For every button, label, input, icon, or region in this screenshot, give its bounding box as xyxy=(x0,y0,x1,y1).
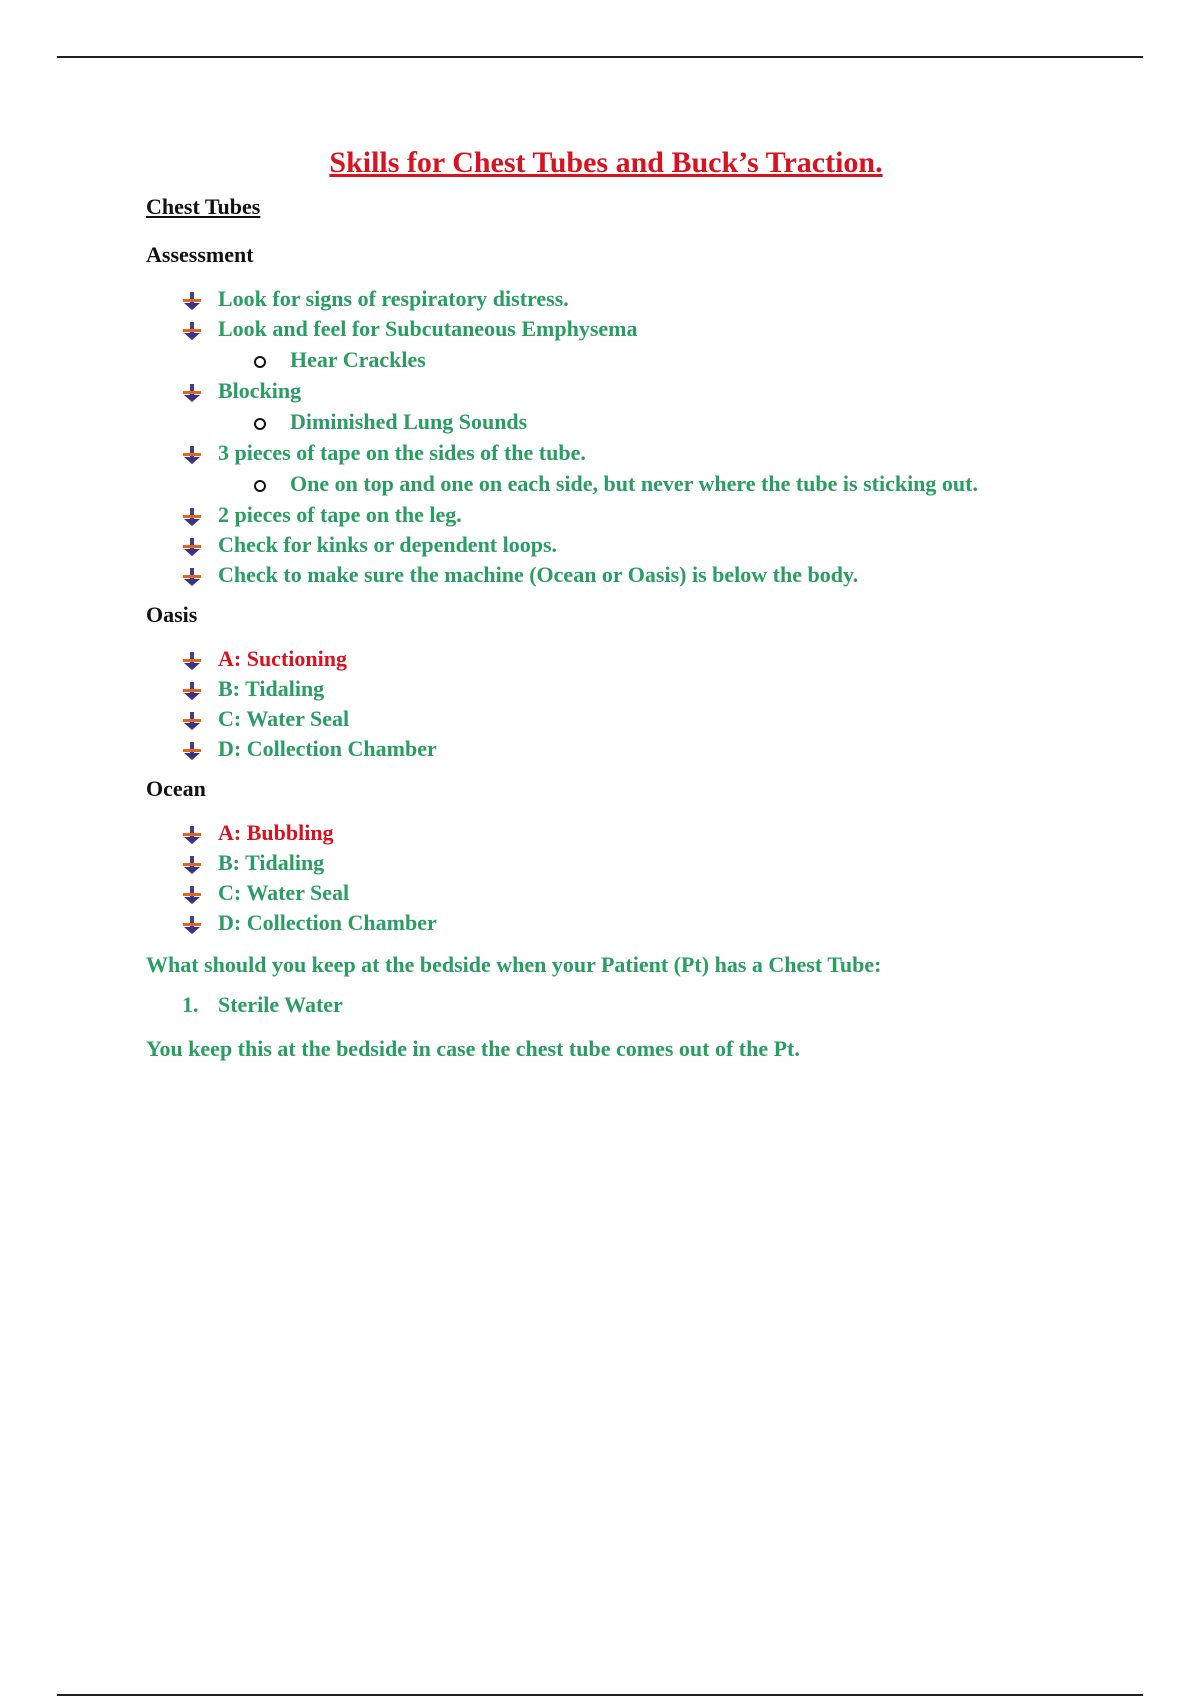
arrow-down-bullet-icon xyxy=(182,886,202,904)
hollow-circle-icon xyxy=(254,356,266,368)
bedside-question: What should you keep at the bedside when your Patient (Pt) has a Chest Tube: xyxy=(146,952,882,977)
list-item xyxy=(182,284,1046,314)
list-item-text: Check for kinks or dependent loops. xyxy=(218,532,558,557)
arrow-down-bullet-icon xyxy=(182,712,202,730)
list-item xyxy=(182,704,1046,734)
list-item-text: B: Tidaling xyxy=(218,676,325,701)
list-item xyxy=(182,818,1046,848)
sub-list xyxy=(218,344,1046,376)
bedside-note: You keep this at the bedside in case the chest tube comes out of the Pt. xyxy=(146,1036,800,1061)
arrow-down-bullet-icon xyxy=(182,322,202,340)
bedside-list xyxy=(146,990,1046,1020)
list-item xyxy=(182,674,1046,704)
numbered-list-item-text: Sterile Water xyxy=(218,992,343,1017)
sub-list-item xyxy=(254,406,1046,438)
sub-list xyxy=(218,406,1046,438)
list-item-text: 3 pieces of tape on the sides of the tube. xyxy=(218,440,586,465)
list-item xyxy=(182,908,1046,938)
list-item xyxy=(182,500,1046,530)
list-item-text: C: Water Seal xyxy=(218,706,350,731)
list-item xyxy=(182,560,1046,590)
list-item xyxy=(182,848,1046,878)
list-item xyxy=(182,530,1046,560)
list-item-text: D: Collection Chamber xyxy=(218,736,437,761)
list-item-text: C: Water Seal xyxy=(218,880,350,905)
list-item-text: D: Collection Chamber xyxy=(218,910,437,935)
list-item xyxy=(182,734,1046,764)
list-number: 1. xyxy=(182,992,199,1017)
arrow-down-bullet-icon xyxy=(182,508,202,526)
document-title: Skills for Chest Tubes and Buck’s Traction. xyxy=(329,146,883,179)
ocean-list xyxy=(146,818,1046,938)
list-item-text: 2 pieces of tape on the leg. xyxy=(218,502,462,527)
arrow-down-bullet-icon xyxy=(182,384,202,402)
arrow-down-bullet-icon xyxy=(182,652,202,670)
sub-list-item-text: Diminished Lung Sounds xyxy=(290,409,528,434)
section-heading-chest-tubes: Chest Tubes xyxy=(146,194,261,219)
list-item xyxy=(182,644,1046,674)
arrow-down-bullet-icon xyxy=(182,826,202,844)
oasis-list xyxy=(146,644,1046,764)
arrow-down-bullet-icon xyxy=(182,916,202,934)
list-item-text: Look for signs of respiratory distress. xyxy=(218,286,569,311)
arrow-down-bullet-icon xyxy=(182,538,202,556)
list-item-text: Check to make sure the machine (Ocean or Oasis) is below the body. xyxy=(218,562,859,587)
hollow-circle-icon xyxy=(254,418,266,430)
section-heading-oasis: Oasis xyxy=(146,602,198,627)
arrow-down-bullet-icon xyxy=(182,742,202,760)
top-rule xyxy=(57,56,1143,58)
document-page xyxy=(146,146,1046,1062)
bottom-rule xyxy=(57,1694,1143,1696)
sub-list xyxy=(218,468,1046,500)
sub-list-item xyxy=(254,344,1046,376)
sub-list-item-text: One on top and one on each side, but never where the tube is sticking out. xyxy=(290,471,978,496)
sub-list-item xyxy=(254,468,1046,500)
list-item-text: Blocking xyxy=(218,378,302,403)
list-item xyxy=(182,878,1046,908)
hollow-circle-icon xyxy=(254,480,266,492)
list-item xyxy=(182,376,1046,438)
list-item xyxy=(182,314,1046,376)
assessment-list xyxy=(146,284,1046,590)
list-item xyxy=(182,438,1046,500)
list-item-text: B: Tidaling xyxy=(218,850,325,875)
arrow-down-bullet-icon xyxy=(182,446,202,464)
list-item-text: A: Bubbling xyxy=(218,820,334,845)
section-heading-ocean: Ocean xyxy=(146,776,206,801)
list-item-text: A: Suctioning xyxy=(218,646,347,671)
arrow-down-bullet-icon xyxy=(182,568,202,586)
list-item-text: Look and feel for Subcutaneous Emphysema xyxy=(218,316,638,341)
arrow-down-bullet-icon xyxy=(182,856,202,874)
numbered-list-item xyxy=(182,990,1046,1020)
sub-list-item-text: Hear Crackles xyxy=(290,347,426,372)
arrow-down-bullet-icon xyxy=(182,682,202,700)
arrow-down-bullet-icon xyxy=(182,292,202,310)
section-heading-assessment: Assessment xyxy=(146,242,254,267)
